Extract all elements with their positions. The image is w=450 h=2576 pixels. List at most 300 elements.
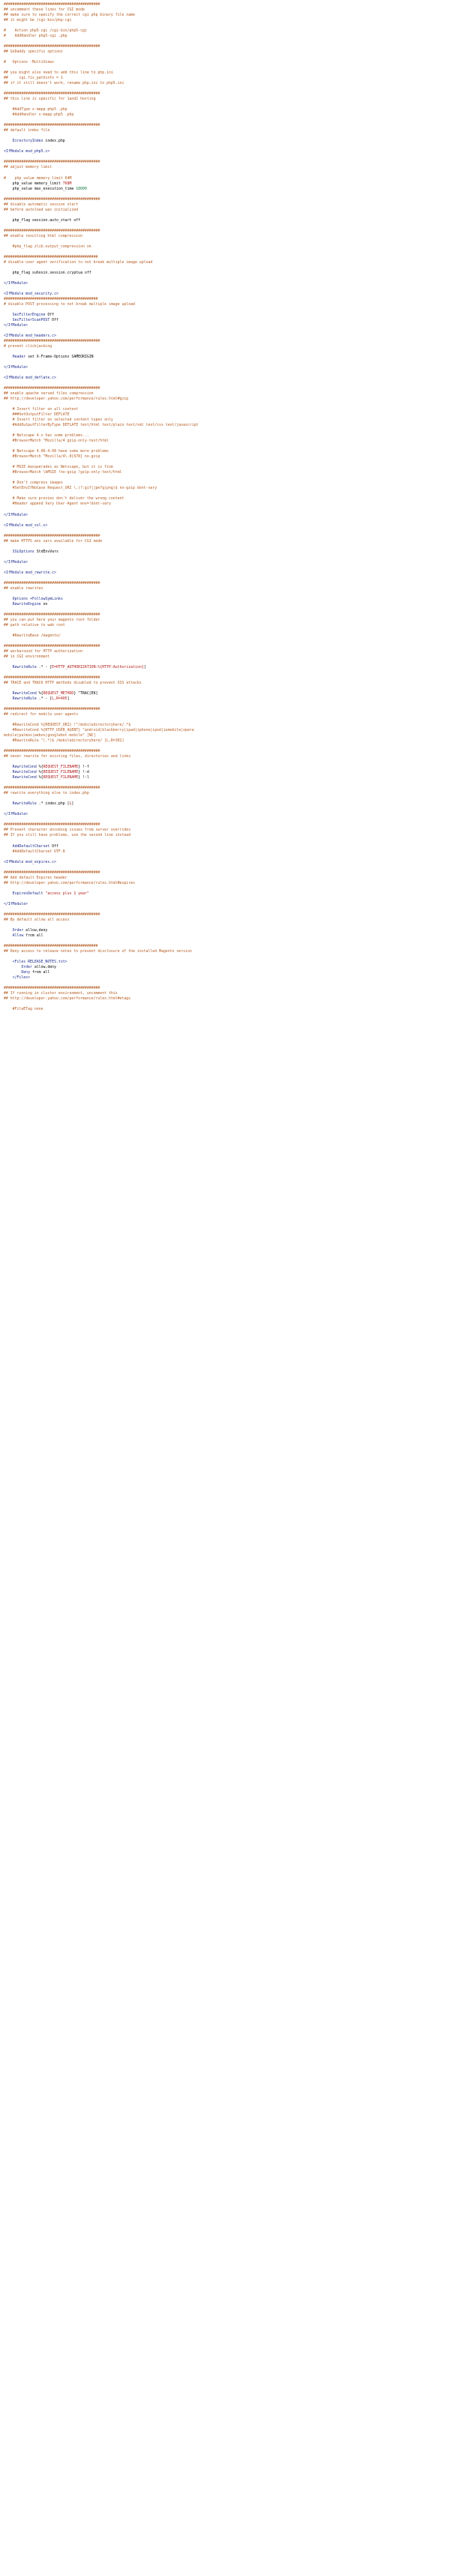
code-token: #AddType x-mapp-php5 .php [4, 107, 68, 112]
code-line [4, 365, 450, 370]
code-line [4, 496, 450, 502]
code-line [4, 281, 450, 286]
code-line [4, 812, 450, 817]
code-token: ############################################ [4, 749, 100, 754]
code-token: ############################################ [4, 822, 100, 828]
code-line [4, 44, 450, 49]
code-line [4, 780, 450, 786]
code-line [4, 502, 450, 507]
code-line [4, 112, 450, 118]
code-line [4, 181, 450, 187]
code-token: </IfModule> [4, 512, 28, 517]
code-token: ## Deny access to release notes to prevent disclosure of the installed Magento version [4, 948, 192, 954]
code-line [4, 234, 450, 239]
code-line [4, 902, 450, 907]
code-token: .* index.php [ [36, 801, 70, 807]
code-token: ## rewrite everything else to index.php [4, 791, 89, 796]
code-line [4, 897, 450, 902]
code-token: </IfModule> [4, 322, 28, 328]
code-line [4, 70, 450, 76]
code-token: </IfModule> [4, 559, 28, 565]
code-token: ## in CGI environment [4, 654, 50, 659]
code-token: 768M [62, 181, 72, 186]
code-token [4, 970, 21, 975]
code-line [4, 571, 450, 576]
code-token: ############################################ [4, 91, 100, 97]
code-line [4, 954, 450, 960]
code-token: ## enable apache served files compression [4, 391, 94, 397]
code-token: ## before autoload was initialized [4, 207, 79, 212]
code-line [4, 381, 450, 386]
code-line [4, 838, 450, 843]
code-line [4, 876, 450, 881]
code-token [4, 602, 13, 607]
code-token: php_flag session.auto_start off [4, 217, 81, 223]
code-token [4, 597, 13, 601]
code-token: ## cgi.fix_pathinfo = 1 [4, 76, 63, 81]
code-line [4, 91, 450, 97]
code-line [4, 865, 450, 870]
code-line [4, 176, 450, 181]
code-line [4, 702, 450, 707]
code-token: %{ [36, 775, 44, 780]
code-token: %{ [36, 765, 44, 770]
code-line [4, 981, 450, 986]
code-token: REQUEST_METHOD [43, 691, 74, 696]
code-token: # Action php5-cgi /cgi-bin/php5-cgi [4, 28, 87, 34]
code-line [4, 344, 450, 349]
code-token: # Netscape 4.x has some problems... [4, 433, 89, 439]
code-line [4, 486, 450, 491]
code-line [4, 439, 450, 444]
code-line [4, 260, 450, 265]
code-token: ## never rewrite for existing files, directories and links [4, 754, 131, 759]
code-token: #RewriteCond %{REQUEST_URI} !^/mobiledirectoryhere/.*$ [4, 723, 131, 728]
code-line [4, 523, 450, 529]
code-token: .* - [ [36, 696, 52, 702]
code-token: #AddHandler x-mapp-php5 .php [4, 112, 74, 118]
code-token: ###SetOutputFilter DEFLATE [4, 412, 70, 418]
code-token: Allow [12, 933, 24, 938]
code-token: #SetEnvIfNoCase Request_URI \.(?:gif|jpe?g|png)$ no-gzip dont-vary [4, 486, 158, 491]
code-token: ## make sure to specify the correct cgi php binary file name [4, 13, 135, 18]
code-line [4, 975, 450, 981]
code-line [4, 912, 450, 918]
code-line [4, 707, 450, 712]
code-token: Options [12, 596, 28, 601]
code-line [4, 649, 450, 654]
code-token: +FollowSymLinks [28, 596, 63, 601]
code-line [4, 97, 450, 102]
code-token: RewriteRule [12, 801, 37, 807]
code-token [4, 318, 13, 322]
code-line [4, 628, 450, 634]
code-token: <IfModule mod_ssl.c> [4, 523, 48, 528]
code-line [4, 991, 450, 996]
code-line [4, 565, 450, 571]
code-token: </IfModule> [4, 280, 28, 286]
code-line [4, 402, 450, 407]
code-token: ############################################ [4, 612, 100, 617]
code-token: ########################################### [4, 254, 98, 259]
code-line [4, 560, 450, 565]
code-token: RewriteEngine [12, 601, 41, 607]
code-token: # AddHandler php5-cgi .php [4, 34, 68, 39]
code-line [4, 328, 450, 334]
code-token: Order [21, 964, 32, 969]
code-token: <IfModule mod_headers.c> [4, 333, 56, 338]
code-token: # disable user agent verification to not break multiple image upload [4, 259, 153, 265]
code-token: </Files> [4, 975, 30, 980]
code-line [4, 675, 450, 681]
code-line [4, 376, 450, 381]
code-line [4, 34, 450, 39]
code-line [4, 786, 450, 791]
code-line [4, 412, 450, 418]
code-token: ## Add default Expires header [4, 875, 68, 880]
code-line [4, 654, 450, 660]
code-token: # Insert filter on all content [4, 407, 79, 412]
code-token: AddDefaultCharset [12, 843, 50, 849]
code-line [4, 418, 450, 423]
code-line [4, 597, 450, 602]
code-token: ## it might be /cgi-bin/php-cgi [4, 18, 72, 23]
code-token: ############################################ [4, 386, 100, 391]
code-token: Deny [21, 969, 31, 975]
code-line [4, 454, 450, 460]
code-token: from all [30, 969, 50, 975]
code-line [4, 465, 450, 470]
code-token: %{ [36, 770, 44, 775]
code-token: <IfModule mod_expires.c> [4, 859, 56, 864]
code-line [4, 244, 450, 250]
code-line [4, 18, 450, 23]
code-token: L [69, 801, 72, 807]
code-token [4, 550, 13, 554]
code-line [4, 749, 450, 754]
code-token: ############################################ [4, 339, 100, 343]
code-line [4, 849, 450, 855]
code-token: ## http://developer.yahoo.com/performance/rules.html#expires [4, 880, 135, 885]
code-token [4, 891, 13, 896]
code-token: # Netscape 4.06-4.08 have some more problems [4, 449, 109, 454]
code-line [4, 428, 450, 433]
code-token [4, 801, 13, 806]
code-token: RewriteCond [12, 775, 37, 780]
code-token: # MSIE masquerades as Netscape, but it is fine [4, 465, 113, 470]
code-line [4, 286, 450, 292]
code-line [4, 933, 450, 939]
code-line [4, 349, 450, 355]
code-line [4, 923, 450, 928]
code-token: SSLOptions [12, 549, 34, 554]
code-token: RewriteCond [12, 770, 37, 775]
code-token: ## adjust memory limit [4, 165, 52, 170]
code-line [4, 423, 450, 428]
code-line [4, 670, 450, 675]
code-token: E=HTTP_AUTHORIZATION:%{HTTP:Authorization} [52, 664, 144, 669]
code-token: ## workaround for HTTP authorization [4, 648, 82, 654]
code-token: mobile|palmos|webos|googlebot-mobile" [NC] [4, 733, 96, 738]
code-token: <IfModule mod_rewrite.c> [4, 570, 56, 575]
code-line [4, 65, 450, 70]
code-token: 18000 [76, 186, 87, 191]
code-line [4, 508, 450, 513]
code-line [4, 144, 450, 149]
code-line [4, 197, 450, 202]
code-line [4, 618, 450, 623]
code-line [4, 55, 450, 60]
code-token: # Make sure proxies don't deliver the wrong content [4, 496, 124, 502]
code-token: } !-d [78, 770, 89, 775]
code-line [4, 107, 450, 112]
code-token: on [40, 601, 48, 607]
code-line [4, 1002, 450, 1007]
code-line [4, 154, 450, 160]
code-token: ## TRACE and TRACK HTTP methods disabled to prevent XSS attacks [4, 681, 142, 686]
code-token: #AddOutputFilterByType DEFLATE text/html text/plain text/xml text/css text/javascript [4, 423, 199, 428]
code-line [4, 817, 450, 822]
code-token [4, 928, 13, 933]
code-line [4, 39, 450, 44]
code-line [4, 807, 450, 812]
code-line [4, 470, 450, 475]
code-token: #php_flag zlib.output_compression on [4, 244, 92, 249]
code-line [4, 555, 450, 560]
code-line [4, 544, 450, 550]
code-line [4, 534, 450, 539]
code-line [4, 1007, 450, 1012]
code-token: # disable POST processing to not break multiple image upload [4, 301, 135, 307]
code-token: set X-Frame-Options SAMEORIGIN [26, 355, 94, 360]
code-token: StdEnvVars [34, 549, 58, 554]
code-line [4, 576, 450, 581]
code-line [4, 759, 450, 765]
code-token [4, 691, 13, 696]
code-token [4, 770, 13, 774]
code-token: ## http://developer.yahoo.com/performance/rules.html#etags [4, 996, 131, 1001]
code-line [4, 128, 450, 133]
code-token: %{ [36, 691, 44, 696]
code-line [4, 960, 450, 965]
code-line [4, 160, 450, 165]
code-line [4, 891, 450, 897]
code-line [4, 60, 450, 65]
code-token: #FileETag none [4, 1006, 44, 1011]
code-line [4, 644, 450, 649]
code-line [4, 928, 450, 933]
code-line [4, 250, 450, 255]
code-token: ## By default allow all access [4, 917, 70, 922]
code-token: # Options -MultiViews [4, 60, 55, 65]
code-token: ] [71, 801, 74, 807]
code-line [4, 623, 450, 628]
code-line [4, 765, 450, 770]
code-line [4, 539, 450, 544]
code-line [4, 770, 450, 775]
code-token: ## make HTTPS env vars available for CGI mode [4, 538, 103, 544]
code-token: index.php [43, 139, 65, 144]
code-token: ############################################ [4, 2, 100, 7]
code-line [4, 855, 450, 860]
code-token: allow,deny [23, 927, 48, 933]
code-token [4, 696, 13, 701]
code-line [4, 265, 450, 271]
code-line [4, 607, 450, 613]
code-token: ## GoDaddy specific options [4, 49, 63, 55]
code-token: SecFilterEngine [12, 312, 46, 317]
code-token: ############################################ [4, 707, 100, 712]
code-line [4, 634, 450, 639]
code-token: php_value max_execution_time [4, 186, 76, 191]
code-token: #RewriteRule ^(.*)$ /mobiledirectoryhere/ [L,R=302] [4, 738, 124, 744]
code-token [4, 139, 13, 143]
code-line [4, 513, 450, 518]
code-line [4, 586, 450, 592]
code-line [4, 433, 450, 439]
code-line [4, 407, 450, 412]
code-line [4, 881, 450, 886]
code-token: ExpiresDefault [12, 891, 44, 896]
code-token [4, 775, 13, 780]
code-line [4, 13, 450, 18]
code-token: ############################################ [4, 643, 100, 648]
code-token: ## Prevent character encoding issues from server overrides [4, 828, 131, 833]
code-line [4, 165, 450, 170]
code-line [4, 334, 450, 339]
code-line [4, 996, 450, 1002]
code-line [4, 360, 450, 365]
code-line [4, 192, 450, 197]
code-token: <IfModule mod_deflate.c> [4, 376, 56, 381]
code-line [4, 939, 450, 944]
code-line [4, 76, 450, 81]
code-token: RewriteRule [12, 664, 37, 669]
code-token: } ^TRAC[EK] [74, 691, 98, 696]
code-token: } !-l [78, 775, 89, 780]
code-line [4, 339, 450, 344]
code-line [4, 613, 450, 618]
code-token: ## you might also need to add this line to php.ini [4, 70, 113, 76]
code-line [4, 844, 450, 849]
code-token: #BrowserMatch ^Mozilla/4\.0[678] no-gzip [4, 454, 100, 460]
code-line [4, 775, 450, 780]
code-line [4, 323, 450, 328]
code-line [4, 691, 450, 696]
code-line [4, 681, 450, 686]
code-token: ## http://developer.yahoo.com/performance/rules.html#gzip [4, 397, 129, 402]
code-line [4, 860, 450, 865]
code-token: Header [12, 355, 26, 360]
code-token: </IfModule> [4, 901, 28, 906]
code-line [4, 255, 450, 260]
code-line [4, 944, 450, 949]
code-line [4, 102, 450, 107]
code-line [4, 187, 450, 192]
code-line [4, 307, 450, 313]
code-token: </IfModule> [4, 812, 28, 817]
code-line [4, 801, 450, 807]
code-token: } !-f [78, 765, 89, 770]
code-token: RewriteCond [12, 765, 37, 770]
code-token: Off [50, 843, 58, 849]
code-token: ############################################ [4, 160, 100, 165]
code-line [4, 639, 450, 644]
code-line [4, 970, 450, 975]
code-line [4, 444, 450, 449]
code-line [4, 28, 450, 34]
code-line [4, 397, 450, 402]
code-line [4, 370, 450, 376]
code-token: ############################################ [4, 533, 100, 538]
code-line [4, 686, 450, 691]
code-line [4, 302, 450, 307]
code-token: allow,deny [32, 964, 57, 969]
code-token: ############################################ [4, 580, 100, 586]
code-token: ############################################ [4, 786, 100, 791]
code-token: REQUEST_FILENAME [43, 765, 79, 770]
code-token [4, 313, 13, 317]
code-token: DirectoryIndex [12, 139, 44, 144]
code-line [4, 744, 450, 749]
code-token: #Header append Vary User-Agent env=!dont-vary [4, 502, 111, 507]
code-line [4, 460, 450, 465]
code-token: ############################################ [4, 228, 100, 233]
code-line [4, 696, 450, 702]
code-line [4, 229, 450, 234]
code-token: ## enable resulting html compression [4, 233, 82, 238]
code-line [4, 828, 450, 833]
code-line [4, 139, 450, 144]
code-token: from all [23, 933, 44, 938]
code-token: ############################################ [4, 675, 100, 680]
code-token: </IfModule> [4, 365, 28, 370]
code-line [4, 475, 450, 481]
code-line [4, 2, 450, 7]
code-token: ########################################### [4, 943, 98, 948]
code-token: <IfModule mod_security.c> [4, 291, 58, 296]
code-line [4, 660, 450, 665]
code-token: <Files RELEASE_NOTES.txt> [4, 959, 68, 964]
code-line [4, 81, 450, 86]
code-token: SecFilterScanPOST [12, 317, 50, 322]
code-token: php_value memory_limit [4, 181, 63, 186]
code-line [4, 123, 450, 128]
code-token: RewriteRule [12, 696, 37, 702]
code-token: #RewriteBase /magento/ [4, 633, 61, 638]
code-line [4, 550, 450, 555]
code-line [4, 518, 450, 523]
code-line [4, 386, 450, 391]
code-line [4, 318, 450, 323]
code-token: # prevent clickjacking [4, 344, 52, 349]
code-line [4, 133, 450, 139]
code-line [4, 218, 450, 223]
code-line [4, 297, 450, 302]
code-line [4, 712, 450, 717]
code-line [4, 965, 450, 970]
code-token: ############################################ [4, 985, 100, 990]
code-token [4, 765, 13, 769]
code-token: Off [50, 317, 58, 322]
code-line [4, 171, 450, 176]
code-line [4, 754, 450, 759]
code-token: # php_value memory_limit 64M [4, 175, 72, 181]
code-line [4, 86, 450, 91]
code-token: ## enable rewrites [4, 586, 44, 591]
code-token [4, 933, 13, 938]
code-line [4, 717, 450, 723]
